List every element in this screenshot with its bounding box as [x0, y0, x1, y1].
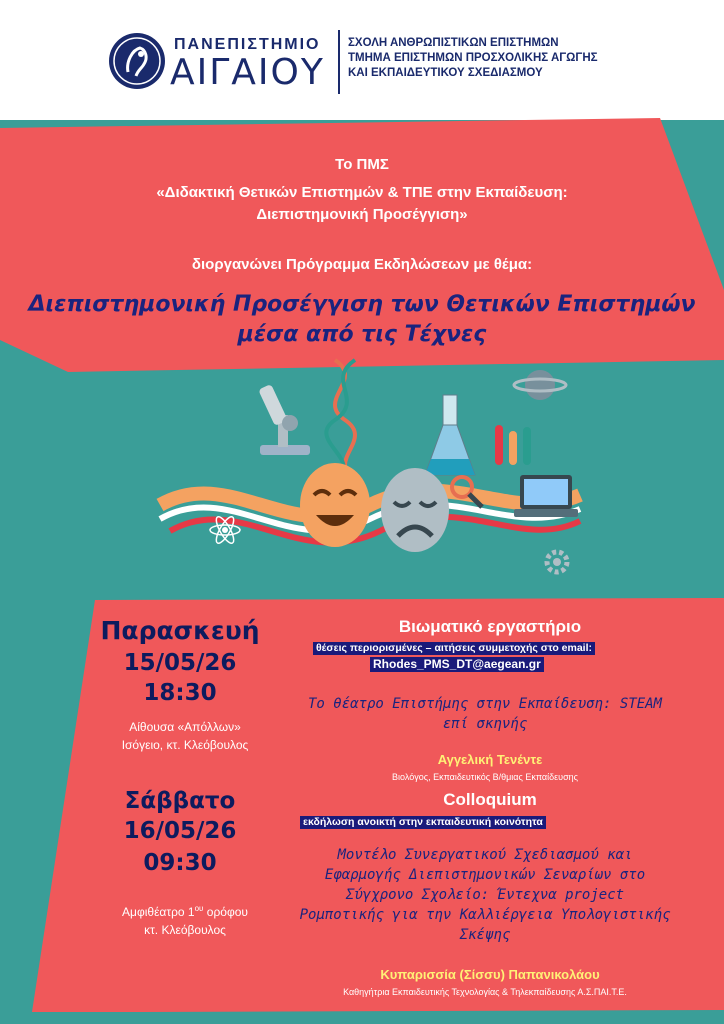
programme-title-line1: «Διδακτική Θετικών Επιστημών & ΤΠΕ στην Εκπαίδευση: [156, 184, 568, 201]
event2-venue-room-a: Αμφιθέατρο 1 [122, 905, 195, 919]
logo-divider [338, 30, 340, 94]
event1-talk-title [280, 694, 690, 734]
event1-date: 15/05/26 [123, 650, 237, 676]
programme-title-line2: Διεπιστημονική Προσέγγιση» [256, 206, 468, 223]
event2-talk-title [280, 845, 690, 945]
university-seal-icon [108, 32, 166, 90]
event1-venue-building: Ισόγειο, κτ. Κλεόβουλος [121, 738, 249, 752]
science-arts-illustration [150, 355, 590, 595]
event1-speaker-role: Βιολόγος, Εκπαιδευτικός Β/θμιας Εκπαίδευσης [392, 772, 578, 782]
laptop-icon [514, 475, 578, 517]
event2-note: εκδήλωση ανοικτή στην εκπαιδευτική κοινότητα [300, 816, 546, 829]
event2-speaker-role: Καθηγήτρια Εκπαιδευτικής Τεχνολογίας & Τηλεκπαίδευσης Α.Σ.ΠΑΙ.Τ.Ε. [343, 987, 627, 997]
programme-label: Το ΠΜΣ [335, 156, 389, 173]
microscope-icon [258, 384, 310, 455]
event2-talk-line: Ρομποτικής για την Καλλιέργεια Υπολογιστικής [299, 907, 671, 923]
event2-date: 16/05/26 [123, 818, 237, 844]
university-logo [108, 26, 668, 98]
event2-venue-room-sup: ου [194, 904, 204, 913]
event2-talk-line: Σκέψης [459, 927, 511, 943]
university-name-bottom: ΑΙΓΑΙΟΥ [170, 52, 325, 93]
event2-venue [70, 900, 300, 939]
flask-icon [425, 395, 475, 475]
event1-venue [70, 718, 300, 754]
event2-venue-building: κτ. Κλεόβουλος [144, 923, 226, 937]
event1-talk-line: Το θέατρο Επιστήμης στην Εκπαίδευση: STEAM [307, 696, 662, 712]
school-name [348, 36, 598, 81]
event1-venue-room: Αίθουσα «Απόλλων» [129, 720, 241, 734]
event1-email-link[interactable]: Rhodes_PMS_DT@aegean.gr [370, 657, 544, 672]
theme-title-line2: μέσα από τις Τέχνες [237, 322, 487, 347]
tragedy-mask-icon [381, 468, 449, 552]
department-line: ΤΜΗΜΑ ΕΠΙΣΤΗΜΩΝ ΠΡΟΣΧΟΛΙΚΗΣ ΑΓΩΓΗΣ [348, 52, 598, 64]
event2-title: Colloquium [443, 790, 537, 809]
dna-icon [326, 360, 355, 480]
event1-day: Παρασκευή [100, 616, 260, 645]
planet-icon [514, 370, 566, 400]
event2-day: Σάββατο [124, 788, 236, 814]
event2-venue-room [70, 900, 300, 921]
event2-time: 09:30 [143, 850, 217, 876]
event2-speaker: Κυπαρισσία (Σίσσυ) Παπανικολάου [380, 967, 600, 982]
event2-talk-line: Σύγχρονο Σχολείο: Έντεχνα project [345, 887, 625, 903]
department-line-2: ΚΑΙ ΕΚΠΑΙΔΕΥΤΙΚΟΥ ΣΧΕΔΙΑΣΜΟΥ [348, 67, 543, 79]
comedy-mask-icon [300, 463, 370, 547]
gear-icon [547, 552, 567, 572]
university-name-top: ΠΑΝΕΠΙΣΤΗΜΙΟ [174, 36, 321, 53]
event1-time: 18:30 [143, 680, 217, 706]
event1-note: θέσεις περιορισμένες – αιτήσεις συμμετοχής στο email: [313, 642, 595, 655]
event1-speaker: Αγγελική Τενέντε [437, 752, 543, 767]
event2-talk-line: Εφαρμογής Διεπιστημονικών Σεναρίων στο [324, 867, 646, 883]
theme-title-line1: Διεπιστημονική Προσέγγιση των Θετικών Επιστημών [28, 292, 696, 317]
school-line: ΣΧΟΛΗ ΑΝΘΡΩΠΙΣΤΙΚΩΝ ΕΠΙΣΤΗΜΩΝ [348, 37, 559, 49]
event2-venue-room-b: ορόφου [203, 905, 248, 919]
event1-talk-line: επί σκηνής [442, 716, 528, 732]
organizes-line: διοργανώνει Πρόγραμμα Εκδηλώσεων με θέμα: [191, 256, 533, 273]
test-tubes-icon [495, 425, 531, 465]
event2-talk-line: Μοντέλο Συνεργατικού Σχεδιασμού και [337, 847, 633, 863]
event1-title: Βιωματικό εργαστήριο [398, 617, 582, 636]
